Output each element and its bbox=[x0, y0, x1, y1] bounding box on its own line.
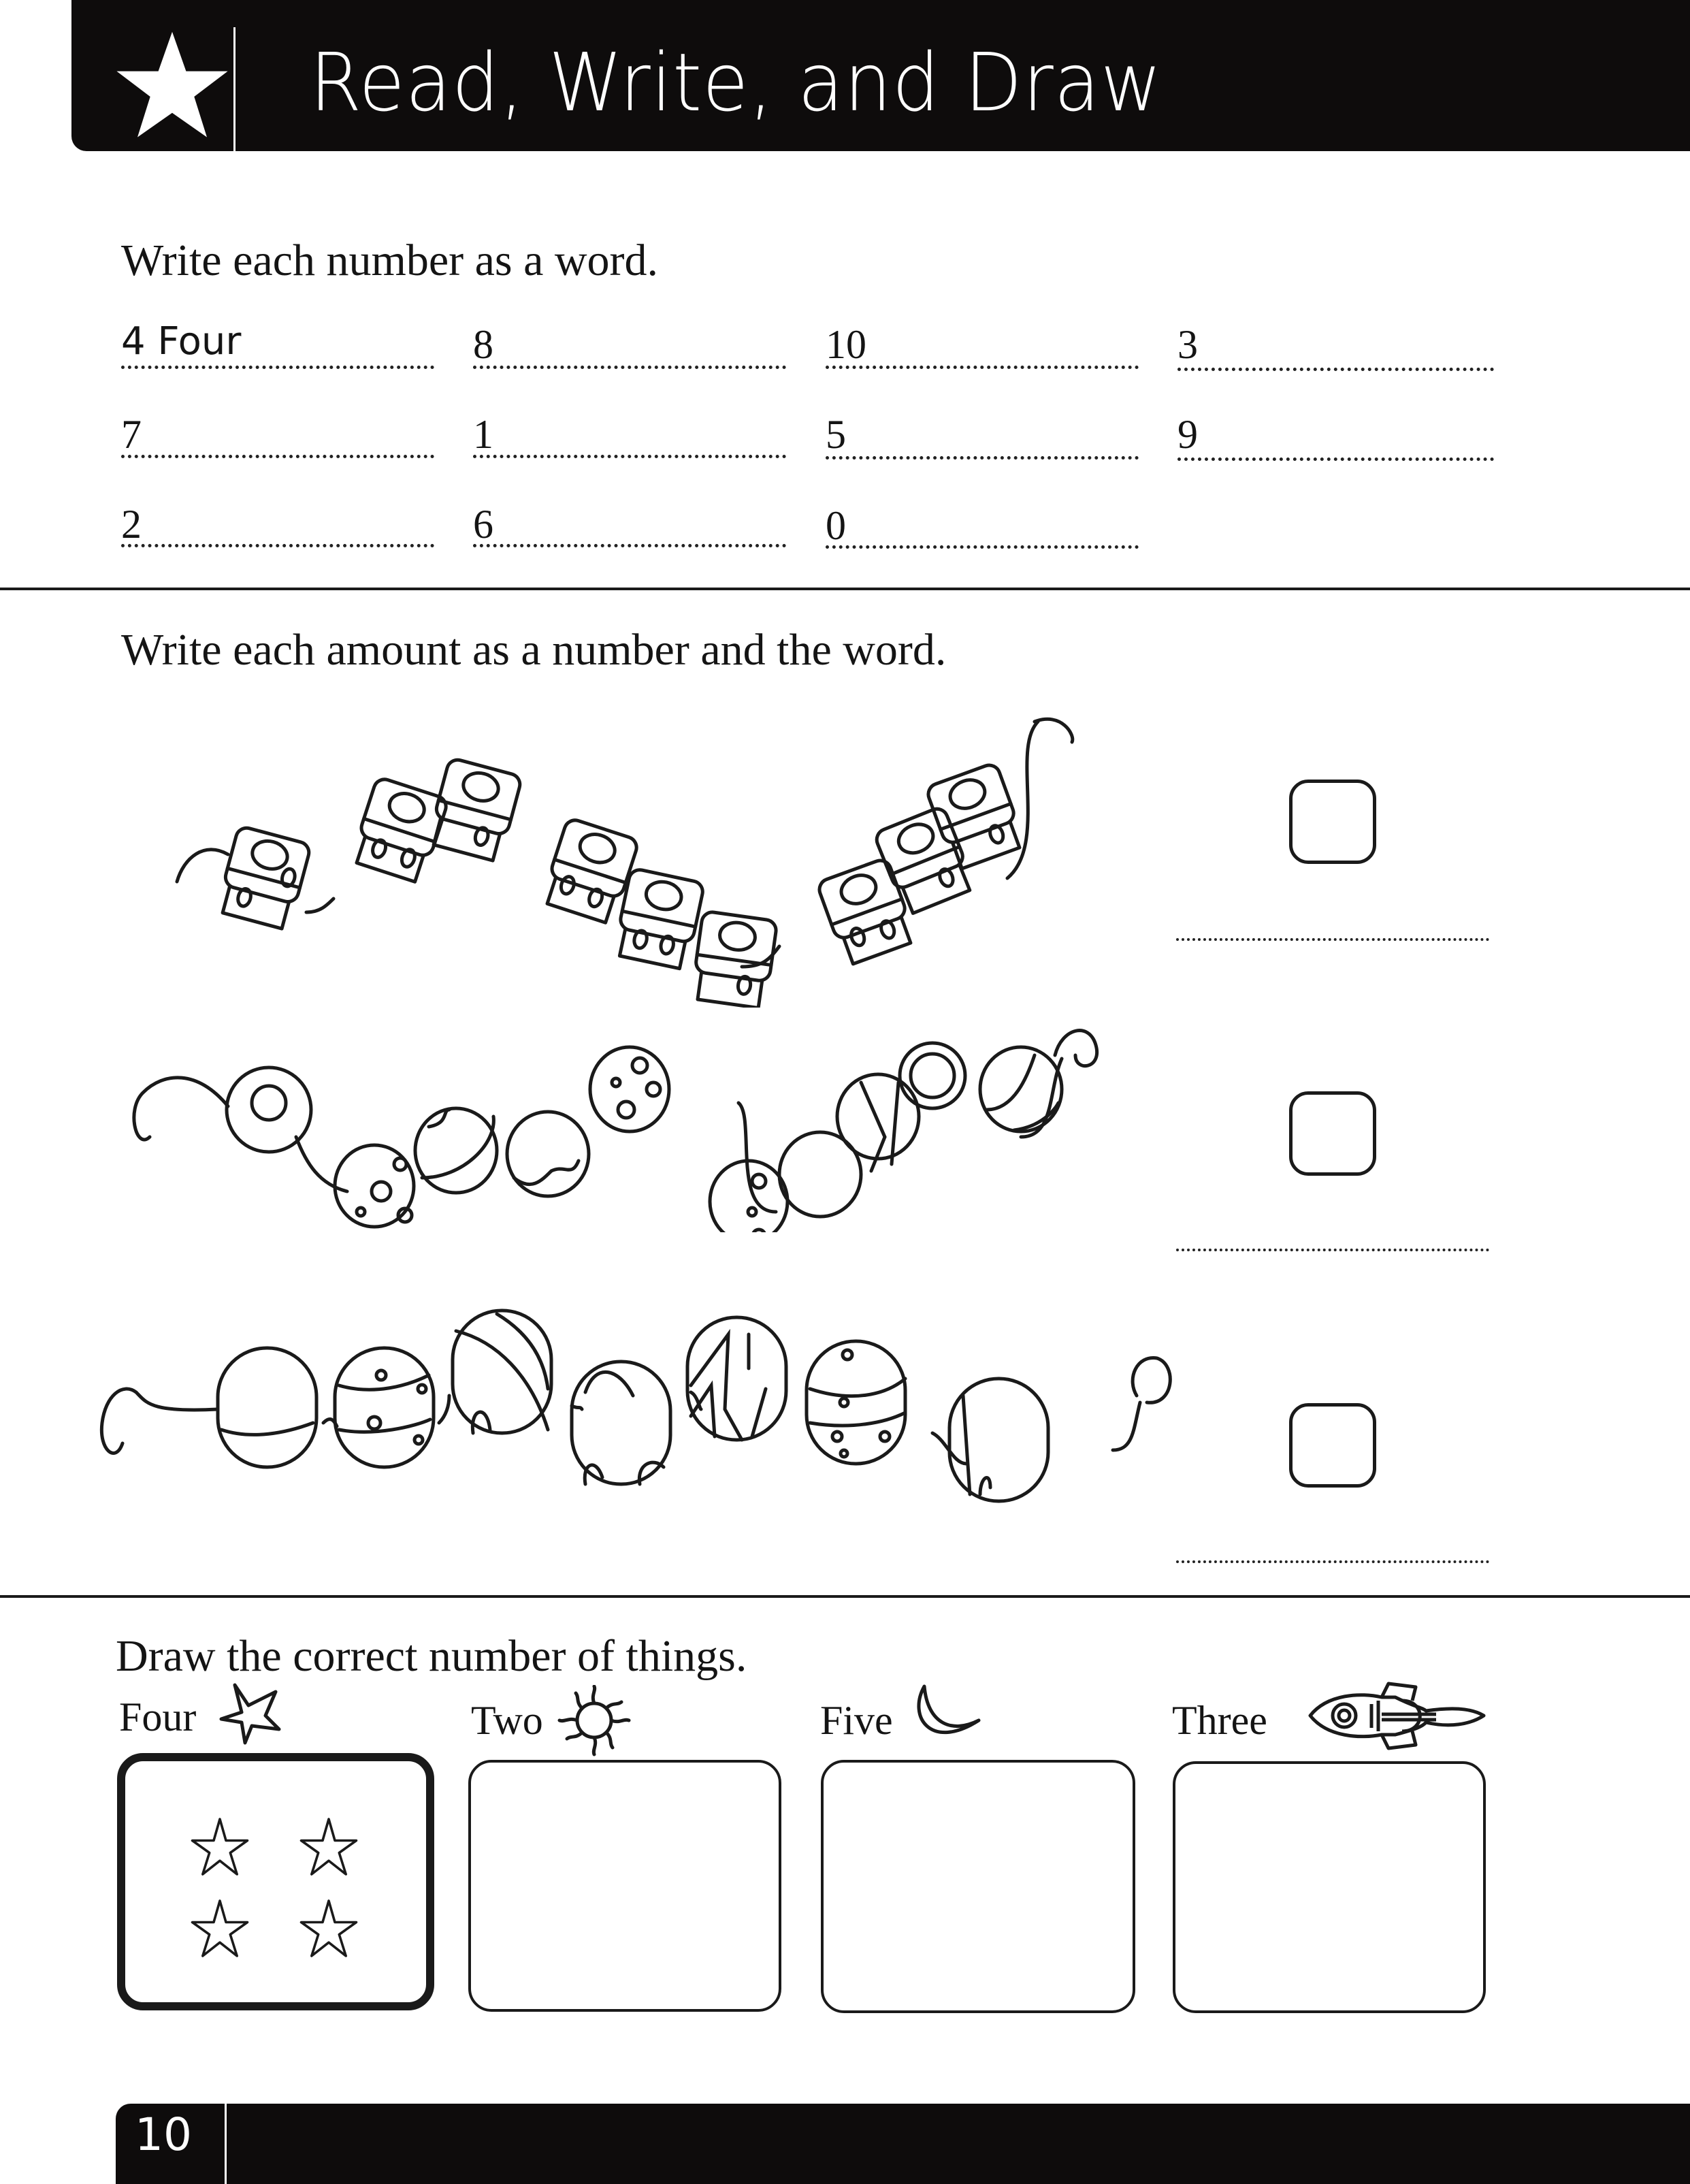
number-item-7: 7 bbox=[121, 412, 142, 457]
answer-line-3[interactable] bbox=[1177, 368, 1494, 371]
draw-label-five: Five bbox=[820, 1698, 893, 1743]
footer-divider bbox=[225, 2104, 227, 2184]
sun-icon bbox=[557, 1685, 632, 1756]
section3-instruction: Draw the correct number of things. bbox=[116, 1631, 747, 1681]
number-answer-box-round-beads[interactable] bbox=[1289, 1091, 1376, 1176]
answer-line-10[interactable] bbox=[826, 366, 1139, 369]
number-item-3: 3 bbox=[1177, 322, 1198, 367]
section-divider bbox=[0, 588, 1690, 590]
oval-beads-illustration bbox=[95, 1294, 1184, 1505]
number-answer-box-cube-beads[interactable] bbox=[1289, 780, 1376, 864]
number-item-8: 8 bbox=[473, 322, 493, 367]
section-divider bbox=[0, 1595, 1690, 1598]
number-item-6: 6 bbox=[473, 502, 493, 547]
answer-line-2[interactable] bbox=[121, 544, 434, 547]
drawn-stars bbox=[185, 1816, 389, 1959]
section2-instruction: Write each amount as a number and the word. bbox=[121, 625, 947, 675]
page-number: 10 bbox=[135, 2108, 192, 2161]
rocket-icon bbox=[1307, 1680, 1487, 1755]
draw-box-two[interactable] bbox=[468, 1760, 781, 2012]
draw-label-two: Two bbox=[471, 1698, 543, 1743]
number-item-5: 5 bbox=[826, 412, 846, 457]
header-divider bbox=[233, 27, 235, 151]
answer-line-8[interactable] bbox=[473, 366, 786, 369]
number-item-9: 9 bbox=[1177, 412, 1198, 457]
section1-instruction: Write each number as a word. bbox=[121, 236, 659, 285]
cube-beads-illustration bbox=[170, 708, 1089, 1008]
number-item-10: 10 bbox=[826, 322, 866, 367]
answer-line-4[interactable] bbox=[121, 366, 434, 369]
star-icon bbox=[114, 27, 230, 143]
round-beads-illustration bbox=[123, 1008, 1177, 1232]
answer-line-0[interactable] bbox=[826, 545, 1139, 549]
number-item-1: 1 bbox=[473, 412, 493, 457]
answer-line-6[interactable] bbox=[473, 544, 786, 547]
moon-icon bbox=[911, 1683, 986, 1751]
word-answer-line-oval-beads[interactable] bbox=[1176, 1560, 1489, 1563]
number-item-0: 0 bbox=[826, 503, 846, 548]
answer-line-1[interactable] bbox=[473, 455, 786, 458]
page-footer-bar bbox=[116, 2104, 1690, 2184]
star-icon bbox=[218, 1682, 286, 1746]
number-item-4: 4 Four bbox=[121, 319, 242, 364]
word-answer-line-round-beads[interactable] bbox=[1176, 1249, 1489, 1251]
word-answer-line-cube-beads[interactable] bbox=[1176, 938, 1489, 941]
number-answer-box-oval-beads[interactable] bbox=[1289, 1403, 1376, 1488]
answer-line-5[interactable] bbox=[826, 456, 1139, 460]
draw-label-three: Three bbox=[1172, 1698, 1267, 1743]
draw-box-five[interactable] bbox=[821, 1760, 1135, 2013]
draw-box-three[interactable] bbox=[1173, 1761, 1486, 2013]
draw-box-four[interactable] bbox=[117, 1753, 434, 2010]
answer-line-7[interactable] bbox=[121, 455, 434, 458]
number-item-2: 2 bbox=[121, 502, 142, 547]
page-title: Read, Write, and Draw bbox=[310, 35, 1163, 129]
draw-label-four: Four bbox=[119, 1695, 197, 1739]
answer-line-9[interactable] bbox=[1177, 457, 1494, 461]
